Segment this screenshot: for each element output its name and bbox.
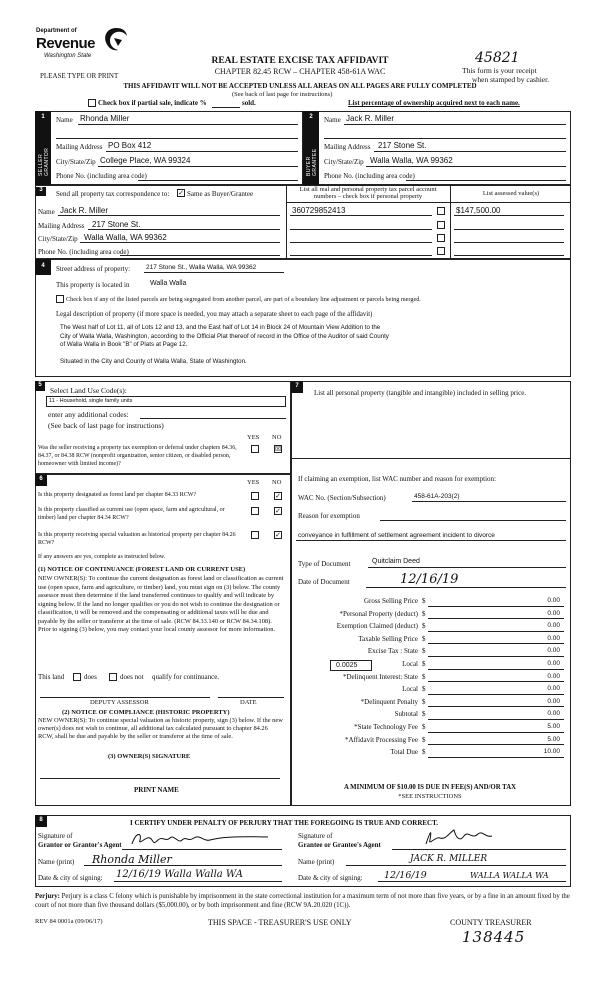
seller-city[interactable]: College Place, WA 99324 bbox=[100, 156, 191, 165]
tax-row-label: Excise Tax : State bbox=[367, 647, 418, 656]
personal-property-label: List all personal property (tangible and intangible) included in selling price. bbox=[314, 389, 527, 397]
corr-name[interactable]: Jack R. Miller bbox=[60, 206, 109, 215]
s6-q2-yes-checkbox[interactable] bbox=[251, 507, 259, 515]
tax-row-dollar-sign: $ bbox=[422, 710, 426, 719]
certify-statement: I CERTIFY UNDER PENALTY OF PERJURY THAT THE FOREGOING IS TRUE AND CORRECT. bbox=[130, 819, 439, 827]
seller-address-label: Mailing Address bbox=[56, 143, 103, 151]
buyer-name-label: Name bbox=[324, 116, 341, 124]
tax-row-dollar-sign: $ bbox=[422, 735, 426, 744]
compliance-text: NEW OWNER(S): To continue special valuation as historic property, sign (3) below. If the new owner(s) does not wish to continue, all additional tax calculated pursuant to chapter 84.26 RCW, shall be due and payable by the seller or transferor at the time of sale. bbox=[38, 717, 283, 741]
partial-sale-checkbox[interactable] bbox=[88, 99, 96, 107]
grantee-signature bbox=[420, 826, 500, 848]
same-as-buyer-label: Same as Buyer/Grantee bbox=[187, 190, 254, 198]
dor-logo-state: Washington State bbox=[44, 53, 92, 59]
parcel-header: List all real and personal property tax parcel account numbers – check box if personal property bbox=[299, 186, 437, 200]
assessed-value[interactable]: $147,500.00 bbox=[456, 206, 501, 215]
tax-row-dollar-sign: $ bbox=[422, 622, 426, 631]
tax-row-label: Local bbox=[402, 660, 418, 668]
this-land-label: This land bbox=[38, 673, 65, 681]
tax-row-dollar-sign: $ bbox=[422, 723, 426, 731]
section-5-number: 5 bbox=[36, 382, 44, 390]
s6-q3-no-checkbox[interactable]: ✓ bbox=[275, 531, 281, 539]
s6-if-yes: If any answers are yes, complete as instructed below. bbox=[38, 554, 166, 560]
tax-row-dollar-sign: $ bbox=[422, 660, 426, 668]
buyer-phone-label: Phone No. (including area code) bbox=[324, 172, 415, 180]
minimum-note: A MINIMUM OF $10.00 IS DUE IN FEE(S) AND/OR TAX bbox=[343, 784, 517, 791]
s6-q2-no-checkbox[interactable]: ✓ bbox=[275, 507, 281, 515]
wac-label: WAC No. (Section/Subsection) bbox=[298, 494, 386, 502]
legal-label: Legal description of property (if more space is needed, you may attach a separate sheet to each page of the affidavit) bbox=[56, 311, 373, 318]
please-type: PLEASE TYPE OR PRINT bbox=[40, 72, 119, 80]
tax-row-value[interactable]: 0.00 bbox=[547, 609, 560, 617]
doc-date-value[interactable]: 12/16/19 bbox=[400, 572, 459, 587]
parcel-1-personal-checkbox[interactable] bbox=[437, 207, 445, 215]
tax-row-value[interactable]: 0.00 bbox=[547, 660, 560, 667]
s6-q3: Is this property receiving special valuation as historical property per chapter 84.26 RCW? bbox=[38, 532, 236, 546]
grantor-signature bbox=[128, 828, 278, 850]
see-back-note: (See back of last page for instructions) bbox=[232, 91, 333, 98]
land-use-value: 11 - Household, single family units bbox=[49, 398, 133, 404]
grantor-name[interactable]: Rhonda Miller bbox=[92, 853, 172, 866]
section-2-number: 2 bbox=[307, 114, 315, 123]
buyer-side-label: BUYER GRANTEE bbox=[306, 148, 318, 176]
tax-row-value[interactable]: 10.00 bbox=[543, 748, 560, 756]
grantee-name[interactable]: JACK R. MILLER bbox=[410, 854, 488, 864]
section-3-number: 3 bbox=[36, 187, 46, 196]
tax-row-value[interactable]: 0.00 bbox=[547, 634, 560, 642]
section-4-number: 4 bbox=[39, 263, 47, 272]
s5-no-header: NO bbox=[272, 434, 282, 441]
form-title: REAL ESTATE EXCISE TAX AFFIDAVIT bbox=[211, 56, 389, 66]
land-does-label: does bbox=[84, 673, 97, 681]
tax-row-label: *Delinquent Penalty bbox=[360, 697, 418, 706]
parcel-3-personal-checkbox[interactable] bbox=[437, 234, 445, 242]
tax-row-value[interactable]: 5.00 bbox=[547, 735, 560, 743]
tax-row-label: Exemption Claimed (deduct) bbox=[336, 622, 418, 631]
exemption-claim-label: If claiming an exemption, list WAC number and reason for exemption: bbox=[298, 475, 496, 483]
street-label: Street address of property: bbox=[56, 265, 131, 273]
s6-q1: Is this property designated as forest land per chapter 84.33 RCW? bbox=[38, 492, 197, 498]
additional-codes-label: enter any additional codes: bbox=[48, 410, 129, 419]
land-does-checkbox[interactable] bbox=[73, 673, 81, 681]
grantee-sig-label-2: Grantee or Grantee's Agent bbox=[298, 841, 381, 849]
legal-text: The West half of Lot 11, all of Lots 12 and 13, and the East half of Lot 14 in Block 24 of Mountain View Addition to the City of Walla Walla, Washington, according to the Official Plat thereof of record in the Office of the Auditor of said County of Walla Walla in Book "B" of Plats at Page 12. bbox=[60, 324, 389, 349]
perjury-text: Perjury is a class C felony which is punishable by imprisonment in the state correctional institution for a maximum term of not more than five years, or by a fine in an amount fixed by the court of not more than five thousand dollars ($5,000.00), or by both imprisonment and fine (RCW 9A.20.020 (1C)). bbox=[35, 893, 570, 909]
segregated-label: Check box if any of the listed parcels are being segregated from another parcel, are part of a boundary line adjustment or parcels being merged. bbox=[66, 296, 421, 303]
s6-no-header: NO bbox=[272, 479, 282, 486]
stamp-number: 138445 bbox=[462, 928, 526, 946]
tax-row-dollar-sign: $ bbox=[422, 748, 426, 757]
doc-date-label: Date of Document bbox=[298, 578, 350, 586]
grantor-date[interactable]: 12/16/19 Walla Walla WA bbox=[116, 869, 243, 880]
qualify-label: qualify for continuance. bbox=[152, 673, 220, 681]
reason-value[interactable]: conveyance in fulfillment of settlement agreement incident to divorce bbox=[298, 532, 495, 539]
continuance-title: (1) NOTICE OF CONTINUANCE (FOREST LAND OR CURRENT USE) bbox=[38, 566, 246, 573]
tax-row-value[interactable]: 0.00 bbox=[547, 672, 560, 680]
seller-side-label: SELLER GRANTOR bbox=[38, 147, 50, 176]
send-correspondence-label: Send all property tax correspondence to: bbox=[56, 190, 170, 198]
corr-phone-label: Phone No. (including area code) bbox=[38, 248, 129, 256]
treasurer-space: THIS SPACE - TREASURER'S USE ONLY bbox=[208, 918, 352, 927]
s6-q1-no-checkbox[interactable]: ✓ bbox=[275, 492, 281, 500]
seller-address[interactable]: PO Box 412 bbox=[108, 141, 152, 150]
tax-row-value[interactable]: 0.00 bbox=[547, 710, 560, 718]
list-percentage-note: List percentage of ownership acquired next to each name. bbox=[348, 99, 520, 107]
buyer-name[interactable]: Jack R. Miller bbox=[346, 114, 395, 123]
tax-row-value[interactable]: 0.00 bbox=[547, 697, 560, 705]
tax-row-dollar-sign: $ bbox=[422, 672, 426, 681]
corr-city[interactable]: Walla Walla, WA 99362 bbox=[84, 233, 167, 242]
county-treasurer: COUNTY TREASURER bbox=[450, 918, 532, 927]
compliance-title: (2) NOTICE OF COMPLIANCE (HISTORIC PROPERTY) bbox=[62, 709, 230, 716]
wac-value[interactable]: 458-61A-203(2) bbox=[414, 493, 460, 500]
receipt-note-2: when stamped by cashier. bbox=[472, 75, 550, 84]
grantor-name-label: Name (print) bbox=[38, 858, 75, 866]
seller-city-label: City/State/Zip bbox=[56, 158, 96, 166]
doc-type-value[interactable]: Quitclaim Deed bbox=[372, 558, 420, 565]
grantee-name-label: Name (print) bbox=[298, 858, 335, 866]
tax-row-label: *Delinquent Interest: State bbox=[342, 672, 418, 681]
tax-row-label: *State Technology Fee bbox=[354, 723, 418, 731]
s6-q2: Is this property classified as current use (open space, farm and agricultural, or timber) land per chapter 84.34 RCW? bbox=[38, 507, 225, 521]
grantee-sig-label-1: Signature of bbox=[298, 832, 333, 840]
dor-logo bbox=[36, 26, 136, 66]
tax-row-dollar-sign: $ bbox=[422, 647, 426, 656]
sold-label: sold. bbox=[242, 99, 256, 107]
located-value[interactable]: Walla Walla bbox=[150, 280, 187, 287]
dor-logo-name: Revenue bbox=[36, 35, 96, 52]
exemption-no-checkbox[interactable]: ☒ bbox=[275, 445, 282, 453]
assessor-date-label: DATE bbox=[240, 699, 257, 706]
segregated-checkbox[interactable] bbox=[56, 295, 64, 303]
parcel-4-personal-checkbox[interactable] bbox=[437, 247, 445, 255]
grantor-date-label: Date & city of signing: bbox=[38, 874, 103, 882]
tax-row-dollar-sign: $ bbox=[422, 609, 426, 618]
exemption-question: Was the seller receiving a property tax exemption or deferral under chapters 84.36, 84.37, or 84.38 RCW (nonprofit organization, senior citizen, or disabled person, homeowner with limited income)? bbox=[38, 445, 237, 467]
dor-swoosh-icon bbox=[100, 26, 132, 54]
located-label: This property is located in bbox=[56, 281, 130, 289]
land-use-label: Select Land Use Code(s): bbox=[50, 386, 127, 395]
owner-signature-label: (3) OWNER(S) SIGNATURE bbox=[108, 753, 191, 760]
tax-row-dollar-sign: $ bbox=[422, 597, 426, 605]
assessed-header: List assessed value(s) bbox=[482, 190, 540, 197]
parcel-number[interactable]: 360729852413 bbox=[292, 206, 346, 215]
tax-row-label: Local bbox=[402, 685, 418, 694]
street-value[interactable]: 217 Stone St., Walla Walla, WA 99362 bbox=[146, 264, 257, 271]
section-1-number: 1 bbox=[39, 114, 47, 123]
tax-row-value[interactable]: 0.00 bbox=[547, 597, 560, 604]
corr-city-label: City/State/Zip bbox=[38, 235, 78, 243]
parcel-2-personal-checkbox[interactable] bbox=[437, 221, 445, 229]
land-does-not-label: does not bbox=[120, 673, 144, 681]
continuance-text: NEW OWNER(S): To continue the current designation as forest land or classification as current use (open space, farm and agriculture, or timber) land, you must sign on (3) below. The county assessor must then determine if the land transferred continues to qualify and will indicate by signing below. If the land no longer qualifies or you do not wish to continue the designation or classification, it will be removed and the compensating or additional taxes will be due and payable by the seller or transferor at the time of sale. (RCW 84.33.140 or RCW 84.34.108). Prior to signing (3) below, you may contact your local county assessor for more information. bbox=[38, 575, 284, 633]
land-does-not-checkbox[interactable] bbox=[109, 673, 117, 681]
buyer-address-label: Mailing Address bbox=[324, 143, 371, 151]
section-8-number: 8 bbox=[36, 817, 46, 825]
same-as-buyer-checkbox[interactable]: ✓ bbox=[178, 189, 184, 197]
buyer-city[interactable]: Walla Walla, WA 99362 bbox=[370, 156, 453, 165]
tax-row-value[interactable]: 0.00 bbox=[547, 685, 560, 693]
receipt-note-1: This form is your receipt bbox=[462, 66, 537, 75]
tax-row-label: Total Due bbox=[390, 748, 418, 757]
deputy-assessor-label: DEPUTY ASSESSOR bbox=[90, 699, 149, 706]
s6-q1-yes-checkbox[interactable] bbox=[251, 492, 259, 500]
grantor-sig-label-1: Signature of bbox=[38, 832, 73, 840]
tax-row-value[interactable]: 5.00 bbox=[547, 723, 560, 730]
form-chapters: CHAPTER 82.45 RCW – CHAPTER 458-61A WAC bbox=[214, 67, 386, 76]
land-use-see-back: (See back of last page for instructions) bbox=[48, 421, 164, 430]
print-name-label: PRINT NAME bbox=[134, 786, 179, 794]
handwritten-number: 45821 bbox=[475, 50, 520, 66]
exemption-yes-checkbox[interactable] bbox=[251, 445, 259, 453]
reason-label: Reason for exemption bbox=[298, 512, 360, 520]
corr-name-label: Name bbox=[38, 208, 55, 216]
dor-logo-dept: Department of bbox=[36, 28, 77, 34]
tax-row-value[interactable]: 0.00 bbox=[547, 622, 560, 630]
perjury-notice bbox=[35, 892, 571, 910]
local-rate-value: 0.0025 bbox=[336, 662, 358, 669]
form-number: REV 84 0001a (09/06/17) bbox=[35, 918, 103, 925]
tax-row-dollar-sign: $ bbox=[422, 634, 426, 643]
perjury-label: Perjury: bbox=[35, 893, 60, 900]
grantee-city[interactable]: WALLA WALLA WA bbox=[470, 871, 549, 880]
grantor-sig-label-2: Grantor or Grantor's Agent bbox=[38, 841, 122, 849]
corr-address-label: Mailing Address bbox=[38, 222, 85, 230]
situated-text: Situated in the City and County of Walla Walla, State of Washington. bbox=[60, 358, 247, 365]
grantee-date[interactable]: 12/16/19 bbox=[384, 870, 427, 881]
s6-q3-yes-checkbox[interactable] bbox=[251, 531, 259, 539]
seller-phone-label: Phone No. (including area code) bbox=[56, 172, 147, 180]
tax-row-label: Subtotal bbox=[394, 710, 418, 719]
tax-row-value[interactable]: 0.00 bbox=[547, 647, 560, 655]
section-6-number: 6 bbox=[36, 476, 46, 484]
s6-yes-header: YES bbox=[247, 479, 260, 486]
seller-name[interactable]: Rhonda Miller bbox=[80, 114, 130, 123]
tax-row-dollar-sign: $ bbox=[422, 685, 426, 694]
form-warning: THIS AFFIDAVIT WILL NOT BE ACCEPTED UNLESS ALL AREAS ON ALL PAGES ARE FULLY COMPLETED bbox=[123, 82, 477, 90]
corr-address[interactable]: 217 Stone St. bbox=[92, 220, 141, 229]
s5-yes-header: YES bbox=[247, 434, 260, 441]
tax-row-label: *Affidavit Processing Fee bbox=[345, 735, 418, 744]
section-7-number: 7 bbox=[292, 383, 302, 391]
buyer-city-label: City/State/Zip bbox=[324, 158, 364, 166]
tax-row-label: Gross Selling Price bbox=[363, 597, 418, 605]
tax-row-label: *Personal Property (deduct) bbox=[339, 609, 418, 618]
partial-sale-label: Check box if partial sale, indicate % bbox=[98, 99, 207, 107]
seller-name-label: Name bbox=[56, 116, 73, 124]
tax-row-label: Taxable Selling Price bbox=[358, 634, 418, 643]
buyer-address[interactable]: 217 Stone St. bbox=[378, 141, 427, 150]
doc-type-label: Type of Document bbox=[298, 560, 351, 568]
grantee-date-label: Date & city of signing: bbox=[298, 874, 363, 882]
tax-row-dollar-sign: $ bbox=[422, 697, 426, 706]
see-instructions: *SEE INSTRUCTIONS bbox=[398, 793, 462, 800]
